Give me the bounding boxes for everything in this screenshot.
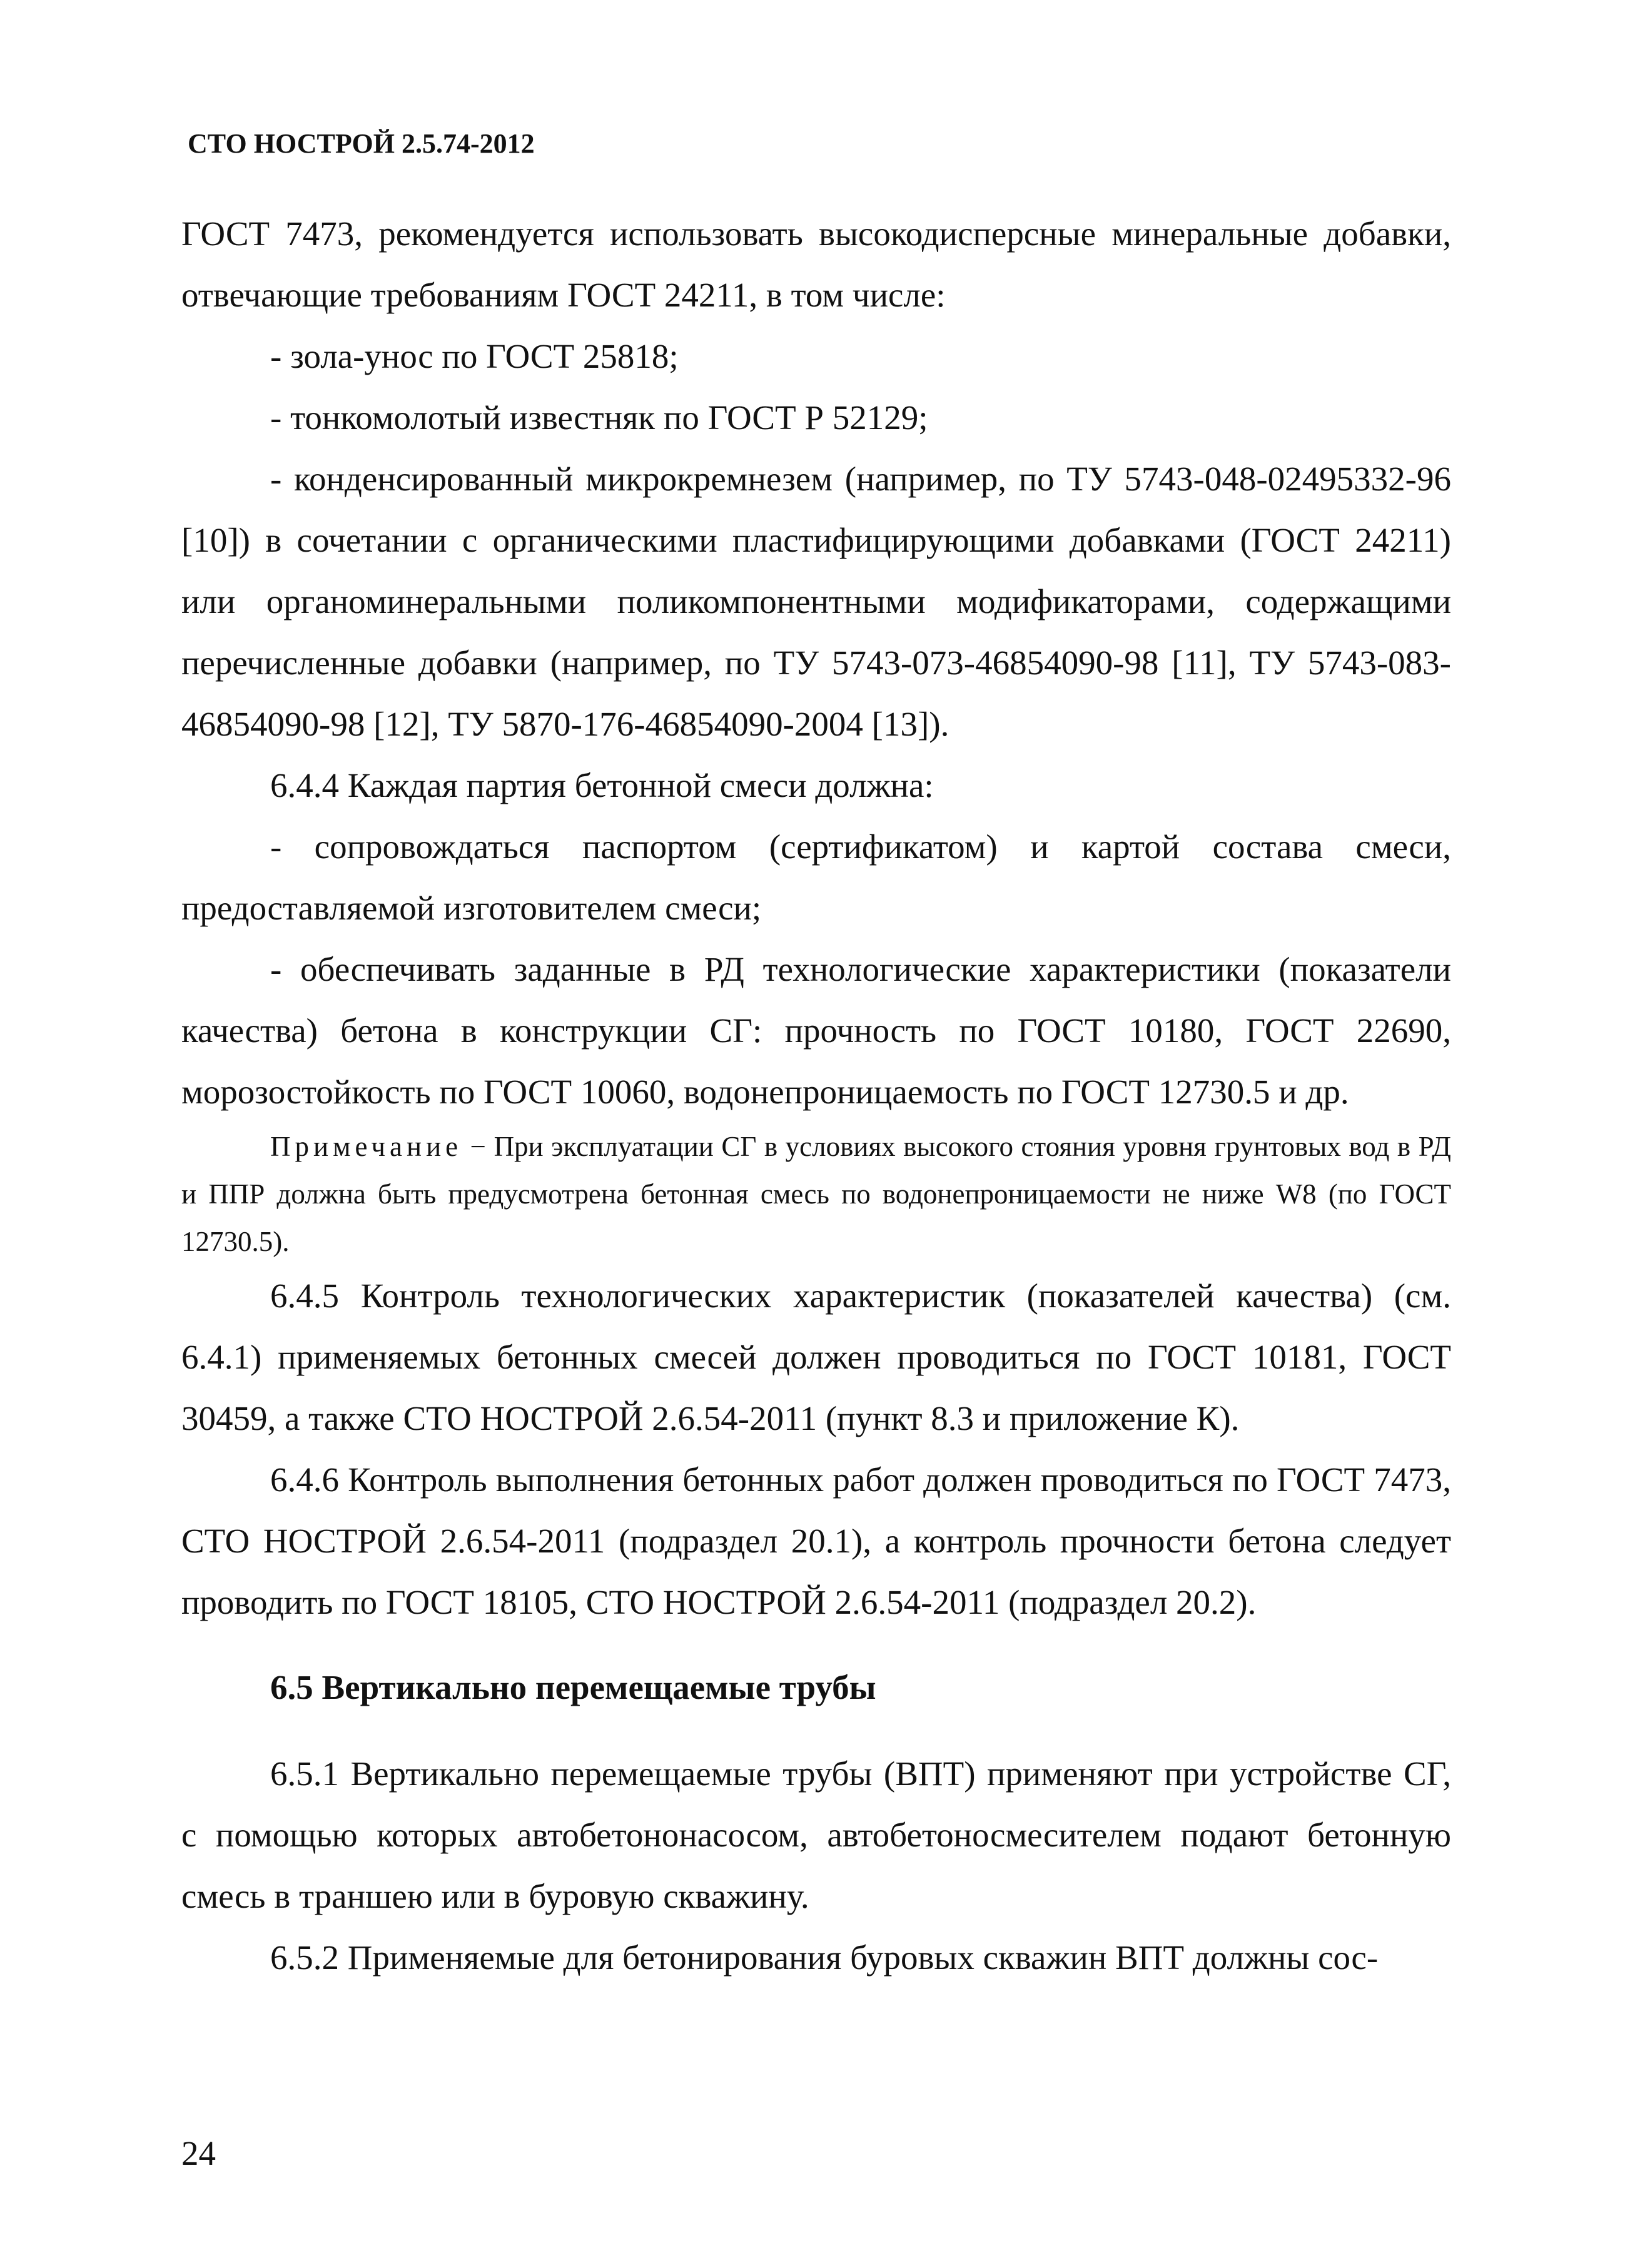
- clause-6-4-5: 6.4.5 Контроль технологических характеристик (показателей качества) (см. 6.4.1) применяемых бетонных смесей должен проводиться по ГОСТ 10181, ГОСТ 30459, а также СТО НОСТРОЙ 2.6.54-2011 (пункт 8.3 и приложение К).: [181, 1277, 1451, 1437]
- note: [181, 1123, 1451, 1265]
- list-item-passport: - сопровождаться паспортом (сертификатом) и картой состава смеси, предоставляемой изготовителем смеси;: [181, 828, 1451, 927]
- page-number: 24: [181, 2134, 216, 2172]
- list-item-microsilica: - конденсированный микрокремнезем (например, по ТУ 5743-048-02495332-96 [10]) в сочетании с органическими пластифицирующими добавками (ГОСТ 24211) или органоминеральными поликомпонентными модификаторами, содержащими перечисленные добавки (например, по ТУ 5743-073-46854090-98 [11], ТУ 5743-083-46854090-98 [12], ТУ 5870-176-46854090-2004 [13]).: [181, 460, 1451, 743]
- clause-6-5-1: 6.5.1 Вертикально перемещаемые трубы (ВПТ) применяют при устройстве СГ, с помощью которых автобетононасосом, автобетоносмесителем подают бетонную смесь в траншею или в буровую скважину.: [181, 1754, 1451, 1915]
- list-item-fly-ash: - зола-унос по ГОСТ 25818;: [270, 337, 679, 375]
- note-label: Примечание: [270, 1131, 463, 1162]
- clause-6-4-4: 6.4.4 Каждая партия бетонной смеси должна:: [270, 766, 934, 804]
- note-text: При эксплуатации СГ в условиях высокого стояния уровня грунтовых вод в РД и ППР должна быть предусмотрена бетонная смесь по водонепроницаемости не ниже W8 (по ГОСТ 12730.5).: [181, 1131, 1451, 1257]
- note-dash: −: [462, 1131, 494, 1162]
- list-item-characteristics: - обеспечивать заданные в РД технологические характеристики (показатели качества) бетона в конструкции СГ: прочность по ГОСТ 10180, ГОСТ 22690, морозостойкость по ГОСТ 10060, водонепроницаемость по ГОСТ 12730.5 и др.: [181, 950, 1451, 1111]
- section-heading-6-5: 6.5 Вертикально перемещаемые трубы: [270, 1668, 876, 1706]
- paragraph-continuation: ГОСТ 7473, рекомендуется использовать высокодисперсные минеральные добавки, отвечающие требованиям ГОСТ 24211, в том числе:: [181, 215, 1451, 314]
- clause-6-5-2: 6.5.2 Применяемые для бетонирования буровых скважин ВПТ должны сос-: [270, 1938, 1379, 1977]
- running-header: СТО НОСТРОЙ 2.5.74-2012: [188, 128, 535, 159]
- list-item-limestone: - тонкомолотый известняк по ГОСТ Р 52129;: [270, 398, 928, 437]
- body-text: [181, 203, 1451, 1988]
- clause-6-4-6: 6.4.6 Контроль выполнения бетонных работ должен проводиться по ГОСТ 7473, СТО НОСТРОЙ 2.6.54-2011 (подраздел 20.1), а контроль прочности бетона следует проводить по ГОСТ 18105, СТО НОСТРОЙ 2.6.54-2011 (подраздел 20.2).: [181, 1461, 1451, 1621]
